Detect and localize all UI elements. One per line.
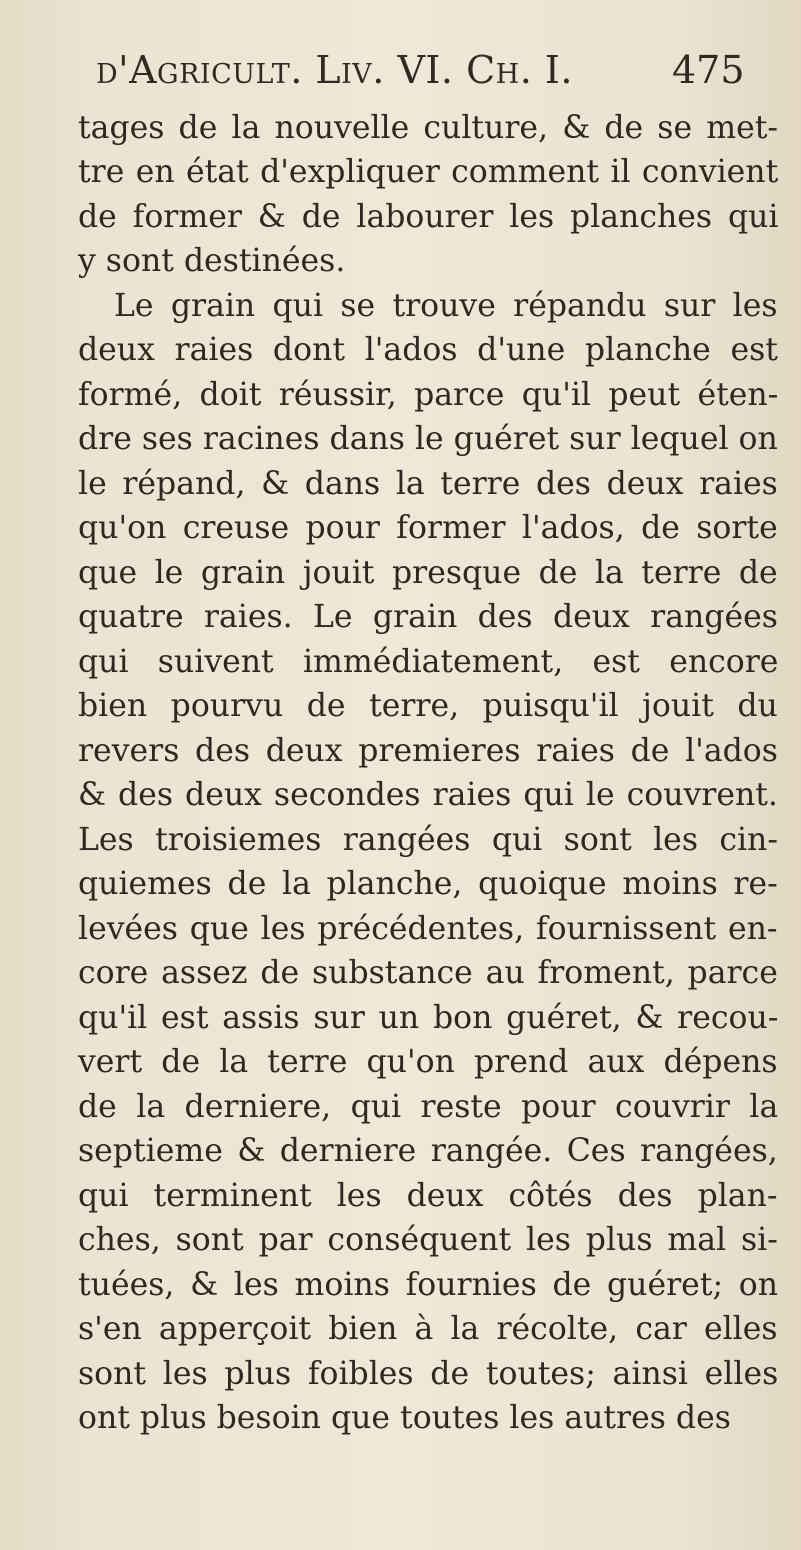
text-line: sont les plus foibles de toutes; ainsi elles <box>78 1356 779 1392</box>
text-line: tages de la nouvelle culture, & de se met- <box>78 110 779 146</box>
text-line: deux raies dont l'ados d'une planche est <box>78 332 778 368</box>
text-line: y sont destinées. <box>78 243 346 279</box>
text-line: de former & de labourer les planches qui <box>78 199 779 235</box>
text-line: le répand, & dans la terre des deux raies <box>78 466 778 502</box>
text-line: Le grain qui se trouve répandu sur les <box>114 288 778 324</box>
text-line: ont plus besoin que toutes les autres des <box>78 1400 731 1436</box>
text-line: quiemes de la planche, quoique moins re- <box>78 866 778 902</box>
text-line: de la derniere, qui reste pour couvrir la <box>78 1089 779 1125</box>
page-header <box>0 44 801 96</box>
text-line: bien pourvu de terre, puisqu'il jouit du <box>78 688 778 724</box>
running-title: d'Agricult. Liv. VI. Ch. I. <box>96 48 573 92</box>
text-line: revers des deux premieres raies de l'ados <box>78 733 778 769</box>
text-line: qui suivent immédiatement, est encore <box>78 644 779 680</box>
text-line: ches, sont par conséquent les plus mal si- <box>78 1222 778 1258</box>
text-line: vert de la terre qu'on prend aux dépens <box>78 1044 778 1080</box>
page-number: 475 <box>672 48 745 92</box>
text-line: core assez de substance au froment, parce <box>78 955 778 991</box>
text-line: qu'il est assis sur un bon guéret, & recou- <box>78 1000 779 1036</box>
text-line: s'en apperçoit bien à la récolte, car elles <box>78 1311 778 1347</box>
text-line: levées que les précédentes, fournissent en- <box>78 911 778 947</box>
text-line: septieme & derniere rangée. Ces rangées, <box>78 1133 778 1169</box>
text-line: qui terminent les deux côtés des plan- <box>78 1178 778 1214</box>
text-line: tuées, & les moins fournies de guéret; on <box>78 1267 779 1303</box>
text-line: & des deux secondes raies qui le couvrent. <box>78 777 778 813</box>
text-line: que le grain jouit presque de la terre de <box>78 555 778 591</box>
text-line: dre ses racines dans le guéret sur lequel on <box>78 421 778 457</box>
text-line: quatre raies. Le grain des deux rangées <box>78 599 778 635</box>
text-line: formé, doit réussir, parce qu'il peut éten- <box>78 377 779 413</box>
text-line: Les troisiemes rangées qui sont les cin- <box>78 822 778 858</box>
text-line: qu'on creuse pour former l'ados, de sorte <box>78 510 778 546</box>
text-line: tre en état d'expliquer comment il convient <box>78 154 779 190</box>
